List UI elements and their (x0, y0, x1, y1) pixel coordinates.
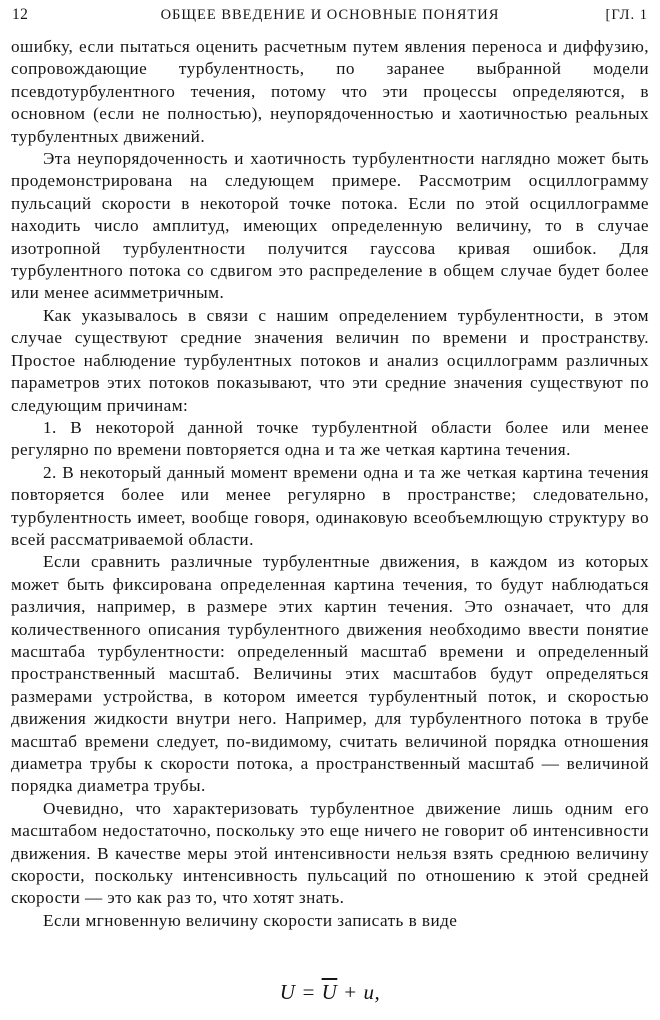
list-item-1: 1. В некоторой данной точке турбулентной области более или менее регулярно по времени повторяется одна и та же четкая картина течения. (11, 417, 649, 460)
page-number: 12 (12, 6, 29, 23)
formula-comma: , (374, 980, 381, 1004)
paragraph: Как указывалось в связи с нашим определением турбулентности, в этом случае существуют средние значения величин по времени и пространству. Простое наблюдение турбулентных потоков и анализ осциллограмм различных параметров этих потоков показывают, что эти средние значения существуют по следующим причинам: (11, 305, 649, 415)
paragraph: Очевидно, что характеризовать турбулентное движение лишь одним его масштабом недостаточно, поскольку это еще ничего не говорит об интенсивности движения. В качестве меры этой интенсивности нельзя взять среднюю величину скорости, поскольку интенсивность пульсаций по отношению к этой средней скорости — это как раз то, что хотят знать. (11, 798, 649, 908)
paragraph: Если мгновенную величину скорости записать в виде (43, 910, 458, 930)
paragraph: ошибку, если пытаться оценить расчетным путем явления переноса и диффузию, сопровождающие турбулентность, по заранее выбранной модели псевдотурбулентного течения, потому что эти процессы определяются, в основном (если не полностью), неупорядоченностью и хаотичностью реальных турбулентных движений. (11, 37, 649, 146)
formula-equals: = (295, 980, 322, 1004)
list-item-2: 2. В некоторый данный момент времени одна и та же четкая картина течения повторяется более или менее регулярно в пространстве; следовательно, турбулентность имеет, вообще говоря, одинаковую всеобъемлющую структуру во всей рассматриваемой области. (11, 462, 649, 549)
velocity-formula (0, 980, 660, 1005)
running-header (12, 6, 648, 28)
paragraph: Если сравнить различные турбулентные движения, в каждом из которых может быть фиксирована определенная картина течения, то будут наблюдаться различия, например, в размере этих картин течения. Это означает, что для количественного описания турбулентного движения необходимо ввести понятие масштаба турбулентности: определенный масштаб времени и определенный пространственный масштаб. Величины этих масштабов будут определяться размерами устройства, в котором имеется турбулентный поток, и скоростью движения жидкости внутри него. Например, для турбулентного потока в трубе масштаб времени следует, по-видимому, считать величиной порядка отношения диаметра трубы к скорости потока, а пространственный масштаб — величиной порядка диаметра трубы. (11, 552, 649, 796)
formula-mean-velocity: $\overline{U}$ (321, 980, 338, 1004)
paragraph: Эта неупорядоченность и хаотичность турбулентности наглядно может быть продемонстрирована на следующем примере. Рассмотрим осциллограмму пульсаций скорости в некоторой точке потока. Если по этой осциллограмме находить число амплитуд, имеющих определенную величину, то в случае изотропной турбулентности получится гауссова кривая ошибок. Для турбулентного потока со сдвигом это распределение в общем случае будет более или менее асимметричным. (11, 149, 649, 303)
formula-plus: + (337, 980, 364, 1004)
formula-lhs: U (279, 980, 296, 1004)
formula-fluctuation: u (363, 980, 375, 1004)
running-title: ОБЩЕЕ ВВЕДЕНИЕ И ОСНОВНЫЕ ПОНЯТИЯ (160, 7, 500, 23)
body-text (11, 36, 649, 932)
chapter-marker: [ГЛ. 1 (605, 7, 648, 23)
